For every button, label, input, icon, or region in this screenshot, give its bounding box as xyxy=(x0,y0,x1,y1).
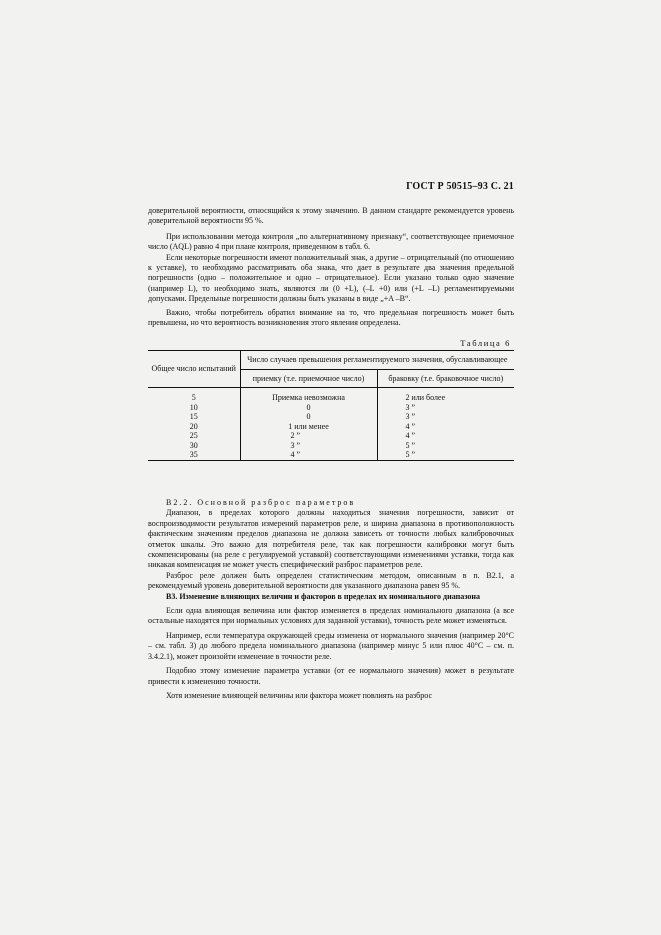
table-row: 15 0 3 ” xyxy=(148,412,514,422)
table-title: Таблица 6 xyxy=(460,338,511,348)
paragraph: Например, если температура окружающей среды изменена от нормального значения (например 20°С – см. табл. 3) до любого предела номинального диапазона (например минус 5 или плюс 40°С – см. п. 3.4.2.1), может произойти изменение в точности реле. xyxy=(148,630,514,661)
table-row: 5 Приемка невозможна 2 или более xyxy=(148,393,514,403)
table-row: 25 2 ” 4 ” xyxy=(148,431,514,441)
col-header-reject: браковку (т.е. браковочное число) xyxy=(377,369,514,388)
bottom-text-block xyxy=(148,498,514,701)
paragraph: Разброс реле должен быть определен статистическим методом, описанным в п. В2.1, а рекомендуемый уровень доверительной вероятности для указанного диапазона равен 95 %. xyxy=(148,570,514,591)
paragraph: Важно, чтобы потребитель обратил внимание на то, что предельная погрешность может быть превышена, но что вероятность возникновения этого явления определена. xyxy=(148,307,514,328)
table-6 xyxy=(148,350,514,461)
section-heading-b3: В3. Изменение влияющих величин и факторов в пределах их номинального диапазона xyxy=(166,591,480,601)
table-row: 30 3 ” 5 ” xyxy=(148,441,514,451)
table-row: 10 0 3 ” xyxy=(148,403,514,413)
col-header-total-tests: Общее число испытаний xyxy=(148,351,240,388)
col-header-accept: приемку (т.е. приемочное число) xyxy=(240,369,377,388)
paragraph: Подобно этому изменение параметра уставки (от ее нормального значения) может в результате привести к изменению точности. xyxy=(148,666,514,686)
group-header: Число случаев превышения регламентируемого значения, обуславливающее xyxy=(240,351,514,370)
paragraph: доверительной вероятности, относящийся к этому значению. В данном стандарте рекомендуется уровень доверительной вероятности 95 %. xyxy=(148,206,514,226)
table-row: 20 1 или менее 4 ” xyxy=(148,422,514,432)
section-heading-b22: В2.2. Основной разброс параметров xyxy=(166,498,356,507)
paragraph: Если одна влияющая величина или фактор изменяется в пределах номинального диапазона (а все остальные находятся при нормальных условиях для заданной уставки), точность реле может изменяться. xyxy=(148,606,514,626)
paragraph: Хотя изменение влияющей величины или фактора может повлиять на разброс xyxy=(166,690,432,700)
table-row: 35 4 ” 5 ” xyxy=(148,450,514,460)
page-header: ГОСТ Р 50515–93 С. 21 xyxy=(406,181,514,192)
paragraph: Если некоторые погрешности имеют положительный знак, а другие – отрицательный (по отношению к уставке), то необходимо рассматривать оба знака, что дает в результате два значения предельной погрешности (одно – положительное и одно – отрицательное). Если указано только одно значение (например L), то необходимо знать, являются ли (0 +L), (–L +0) или (+L –L) регламентируемыми допусками. Предельные погрешности должны быть указаны в виде „+A –B“. xyxy=(148,252,514,304)
paragraph: При использовании метода контроля „по альтернативному признаку“, соответствующее приемочное число (AQL) равно 4 при плане контроля, приведенном в табл. 6. xyxy=(148,231,514,252)
paragraph: Диапазон, в пределах которого должны находиться значения погрешности, зависит от воспроизводимости результатов измерений параметров реле, и ширина диапазона в противоположность фактическим значениям пределов диапазона не должна зависеть от точности любых калибровочных отметок шкалы. Это важно для потребителя реле, так как погрешности калибровки могут быть скомпенсированы (на реле с регулируемой уставкой) соответствующими изменениями уставки, тогда как никакая компенсация не может учесть специфический разброс параметров реле. xyxy=(148,508,514,570)
top-text-block xyxy=(148,206,514,328)
